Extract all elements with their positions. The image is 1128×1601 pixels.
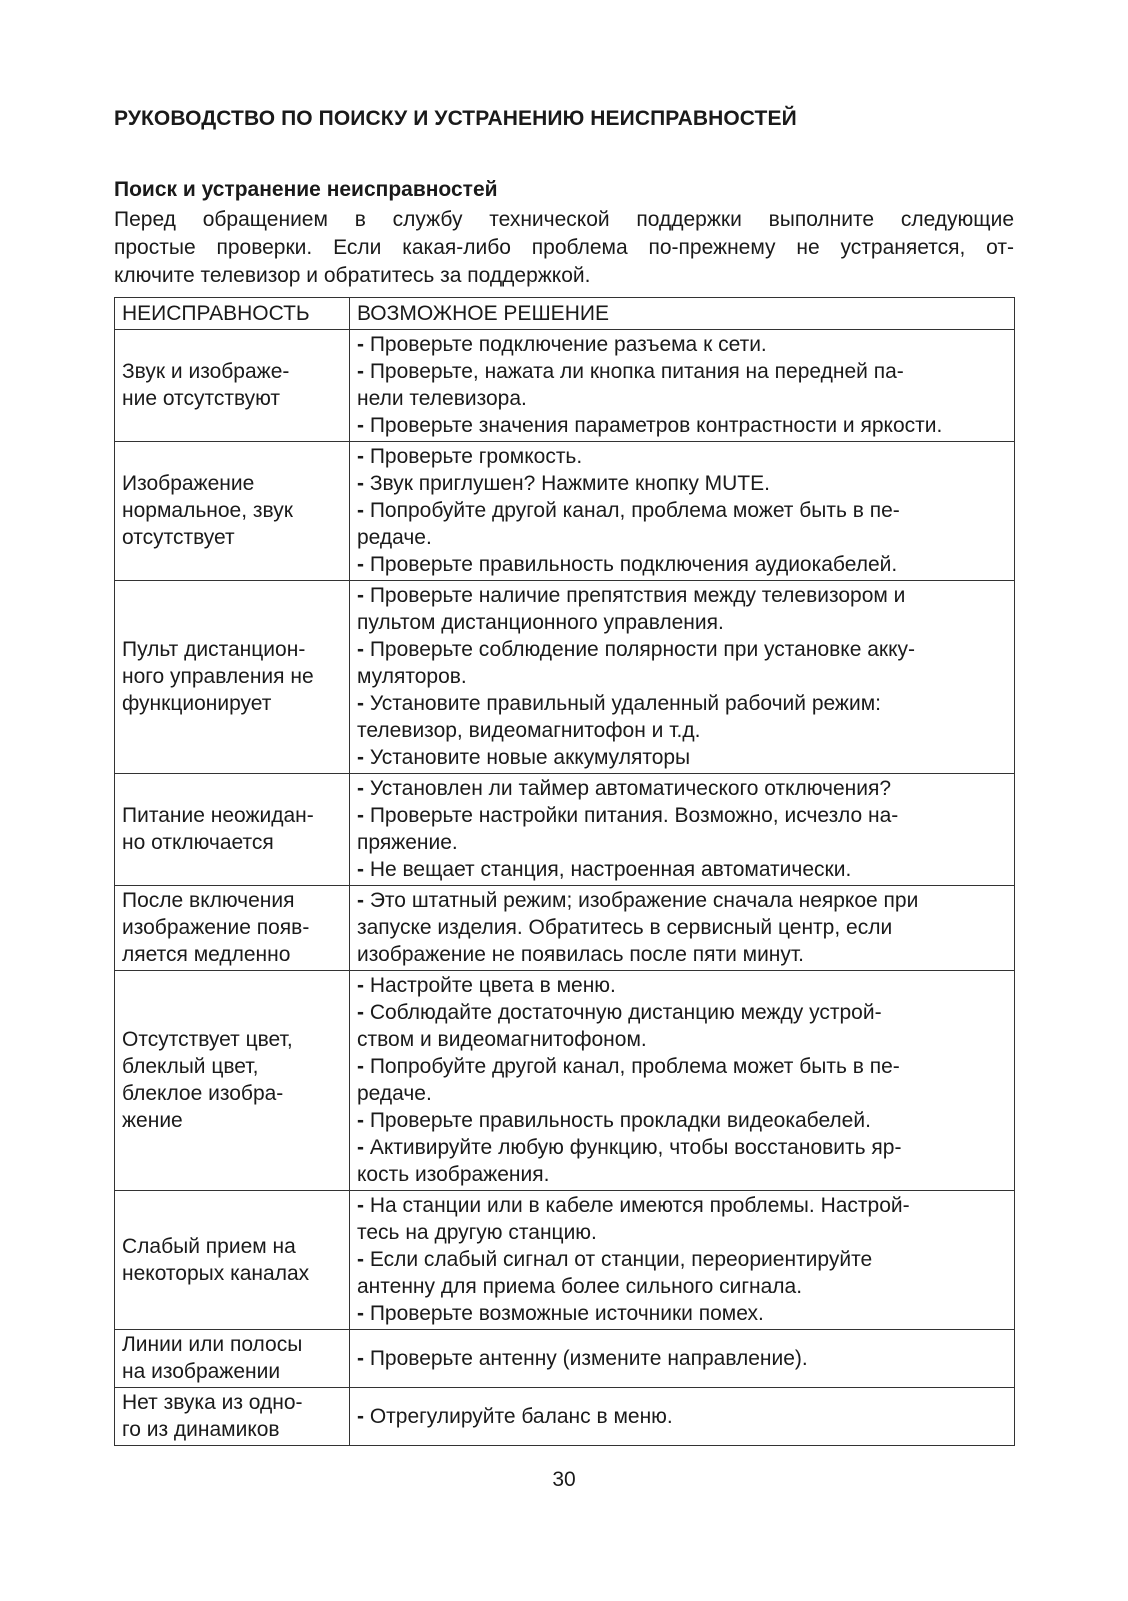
problem-cell (115, 581, 350, 774)
intro-line: Перед обращением в службу технической поддержки выполните следующие (114, 208, 1014, 231)
solution-line (357, 1219, 1008, 1246)
problem-text: Линии или полосы (122, 1333, 303, 1356)
solution-line (357, 887, 1008, 914)
table-row (115, 442, 1015, 581)
solution-line (357, 1161, 1008, 1188)
bullet-dash: - (357, 858, 370, 881)
solution-line (357, 551, 1008, 578)
solution-text: Проверьте правильность прокладки видеокабелей. (369, 1109, 871, 1132)
solution-text: Проверьте настройки питания. Возможно, исчезло на- (369, 804, 899, 827)
bullet-dash: - (357, 638, 370, 661)
solution-cell (350, 1388, 1015, 1446)
solution-line (357, 331, 1008, 358)
solution-text: Проверьте антенну (измените направление). (369, 1346, 808, 1370)
solution-text: муляторов. (357, 665, 467, 688)
bullet-dash: - (357, 445, 370, 468)
solution-text: запуске изделия. Обратитесь в сервисный центр, если (357, 916, 893, 939)
problem-text: нормальное, звук (122, 499, 293, 522)
bullet-dash: - (357, 333, 370, 356)
solution-line (357, 1246, 1008, 1273)
bullet-dash: - (357, 1194, 370, 1217)
table-header-row (115, 298, 1015, 330)
table-body (115, 330, 1015, 1446)
troubleshooting-table (114, 297, 1015, 1446)
table-row (115, 1330, 1015, 1388)
solution-line (357, 1273, 1008, 1300)
solution-text: пультом дистанционного управления. (357, 611, 724, 634)
problem-text: изображение появ- (122, 916, 310, 939)
solution-text: пряжение. (357, 831, 458, 854)
solution-cell (350, 886, 1015, 971)
problem-text: функционирует (122, 692, 272, 715)
bullet-dash: - (357, 360, 370, 383)
solution-text: Проверьте наличие препятствия между телевизором и (369, 584, 906, 607)
problem-text: жение (122, 1109, 183, 1132)
solution-line (357, 609, 1008, 636)
solution-text: Проверьте соблюдение полярности при установке акку- (369, 638, 916, 661)
solution-line (357, 1192, 1008, 1219)
solution-line (357, 524, 1008, 551)
solution-text: антенну для приема более сильного сигнала. (357, 1275, 803, 1298)
solution-text: Проверьте правильность подключения аудиокабелей. (369, 553, 898, 576)
solution-text: На станции или в кабеле имеются проблемы. Настрой- (369, 1194, 910, 1217)
solution-cell (350, 774, 1015, 886)
document-page (114, 104, 1014, 1446)
table-row (115, 330, 1015, 442)
solution-line (357, 1134, 1008, 1161)
column-header-problem: НЕИСПРАВНОСТЬ (115, 298, 350, 330)
solution-line (357, 690, 1008, 717)
solution-text: Звук приглушен? Нажмите кнопку MUTE. (369, 472, 770, 495)
solution-line (357, 663, 1008, 690)
solution-cell (350, 581, 1015, 774)
solution-line (357, 941, 1008, 968)
solution-line (357, 1080, 1008, 1107)
solution-line (357, 358, 1008, 385)
problem-text: Питание неожидан- (122, 804, 314, 827)
problem-cell (115, 330, 350, 442)
solution-cell (350, 330, 1015, 442)
bullet-dash: - (357, 414, 370, 437)
solution-text: Проверьте, нажата ли кнопка питания на передней па- (369, 360, 904, 383)
problem-text: блеклое изобра- (122, 1082, 284, 1105)
solution-line (357, 582, 1008, 609)
table-row (115, 1388, 1015, 1446)
solution-line (357, 1300, 1008, 1327)
bullet-dash: - (357, 692, 370, 715)
column-header-solution: ВОЗМОЖНОЕ РЕШЕНИЕ (350, 298, 1015, 330)
solution-text: Это штатный режим; изображение сначала неяркое при (369, 889, 919, 912)
bullet-dash: - (357, 553, 370, 576)
problem-text: некоторых каналах (122, 1261, 310, 1285)
bullet-dash: - (357, 1001, 370, 1024)
solution-text: нели телевизора. (357, 387, 527, 410)
problem-cell (115, 774, 350, 886)
solution-cell (350, 1191, 1015, 1330)
problem-text: отсутствует (122, 526, 235, 549)
solution-text: Соблюдайте достаточную дистанцию между устрой- (369, 1001, 882, 1024)
problem-text: Слабый прием на (122, 1234, 296, 1258)
solution-line (357, 1026, 1008, 1053)
page-title: РУКОВОДСТВО ПО ПОИСКУ И УСТРАНЕНИЮ НЕИСПРАВНОСТЕЙ (114, 107, 797, 130)
bullet-dash: - (357, 889, 370, 912)
solution-line (357, 636, 1008, 663)
problem-cell (115, 1388, 350, 1446)
solution-text: Попробуйте другой канал, проблема может быть в пе- (369, 499, 900, 522)
table-row (115, 774, 1015, 886)
solution-line (357, 829, 1008, 856)
solution-line (357, 1403, 1008, 1430)
solution-line (357, 999, 1008, 1026)
solution-text: редаче. (357, 1082, 432, 1105)
solution-text: Активируйте любую функцию, чтобы восстановить яр- (369, 1136, 902, 1159)
solution-line (357, 443, 1008, 470)
solution-line (357, 856, 1008, 883)
solution-line (357, 972, 1008, 999)
intro-paragraph (114, 206, 1014, 290)
solution-line (357, 412, 1008, 439)
bullet-dash: - (357, 1109, 370, 1132)
bullet-dash: - (357, 584, 370, 607)
problem-text: ного управления не (122, 665, 314, 688)
problem-text: блеклый цвет, (122, 1055, 259, 1078)
solution-line (357, 914, 1008, 941)
bullet-dash: - (357, 1136, 370, 1159)
solution-text: Проверьте подключение разъема к сети. (369, 333, 767, 356)
bullet-dash: - (357, 1346, 370, 1370)
problem-cell (115, 442, 350, 581)
bullet-dash: - (357, 777, 370, 800)
problem-cell (115, 1191, 350, 1330)
table-row (115, 581, 1015, 774)
solution-text: Если слабый сигнал от станции, переориентируйте (369, 1248, 873, 1271)
solution-cell (350, 1330, 1015, 1388)
problem-cell (115, 886, 350, 971)
solution-text: кость изображения. (357, 1163, 550, 1186)
intro-line: ключите телевизор и обратитесь за поддержкой. (114, 264, 591, 287)
problem-text: го из динамиков (122, 1418, 280, 1441)
problem-text: Отсутствует цвет, (122, 1028, 293, 1051)
solution-text: Отрегулируйте баланс в меню. (369, 1404, 673, 1428)
problem-text: ние отсутствуют (122, 387, 281, 410)
solution-text: Проверьте возможные источники помех. (369, 1302, 764, 1325)
problem-text: но отключается (122, 831, 274, 854)
solution-text: телевизор, видеомагнитофон и т.д. (357, 719, 701, 742)
solution-text: редаче. (357, 526, 432, 549)
bullet-dash: - (357, 804, 370, 827)
problem-text: на изображении (122, 1360, 281, 1383)
solution-line (357, 717, 1008, 744)
solution-line (357, 470, 1008, 497)
bullet-dash: - (357, 974, 370, 997)
solution-cell (350, 971, 1015, 1191)
solution-text: Не вещает станция, настроенная автоматически. (369, 858, 852, 881)
problem-cell (115, 1330, 350, 1388)
intro-line: простые проверки. Если какая-либо проблема по-прежнему не устраняется, от- (114, 236, 1014, 259)
solution-text: Попробуйте другой канал, проблема может быть в пе- (369, 1055, 900, 1078)
problem-cell (115, 971, 350, 1191)
solution-text: Проверьте громкость. (369, 445, 583, 468)
problem-text: Звук и изображе- (122, 360, 290, 383)
solution-text: Настройте цвета в меню. (369, 974, 616, 997)
table-row (115, 1191, 1015, 1330)
bullet-dash: - (357, 499, 370, 522)
solution-line (357, 385, 1008, 412)
bullet-dash: - (357, 1055, 370, 1078)
solution-line (357, 1053, 1008, 1080)
table-row (115, 886, 1015, 971)
bullet-dash: - (357, 1404, 370, 1428)
solution-text: изображение не появилась после пяти минут. (357, 943, 805, 966)
solution-text: тесь на другую станцию. (357, 1221, 597, 1244)
solution-line (357, 497, 1008, 524)
solution-cell (350, 442, 1015, 581)
solution-line (357, 1345, 1008, 1372)
solution-line (357, 775, 1008, 802)
solution-line (357, 744, 1008, 771)
problem-text: Нет звука из одно- (122, 1391, 303, 1414)
solution-line (357, 1107, 1008, 1134)
solution-text: Установите правильный удаленный рабочий режим: (369, 692, 881, 715)
table-row (115, 971, 1015, 1191)
solution-text: Установите новые аккумуляторы (369, 746, 691, 769)
solution-text: ством и видеомагнитофоном. (357, 1028, 647, 1051)
bullet-dash: - (357, 1248, 370, 1271)
bullet-dash: - (357, 472, 370, 495)
page-number: 30 (552, 1468, 576, 1491)
problem-text: ляется медленно (122, 943, 291, 966)
section-subtitle: Поиск и устранение неисправностей (114, 178, 498, 201)
solution-text: Проверьте значения параметров контрастности и яркости. (369, 414, 943, 437)
solution-line (357, 802, 1008, 829)
problem-text: Изображение (122, 472, 255, 495)
solution-text: Установлен ли таймер автоматического отключения? (369, 777, 892, 800)
problem-text: Пульт дистанцион- (122, 638, 306, 661)
bullet-dash: - (357, 746, 370, 769)
bullet-dash: - (357, 1302, 370, 1325)
problem-text: После включения (122, 889, 295, 912)
